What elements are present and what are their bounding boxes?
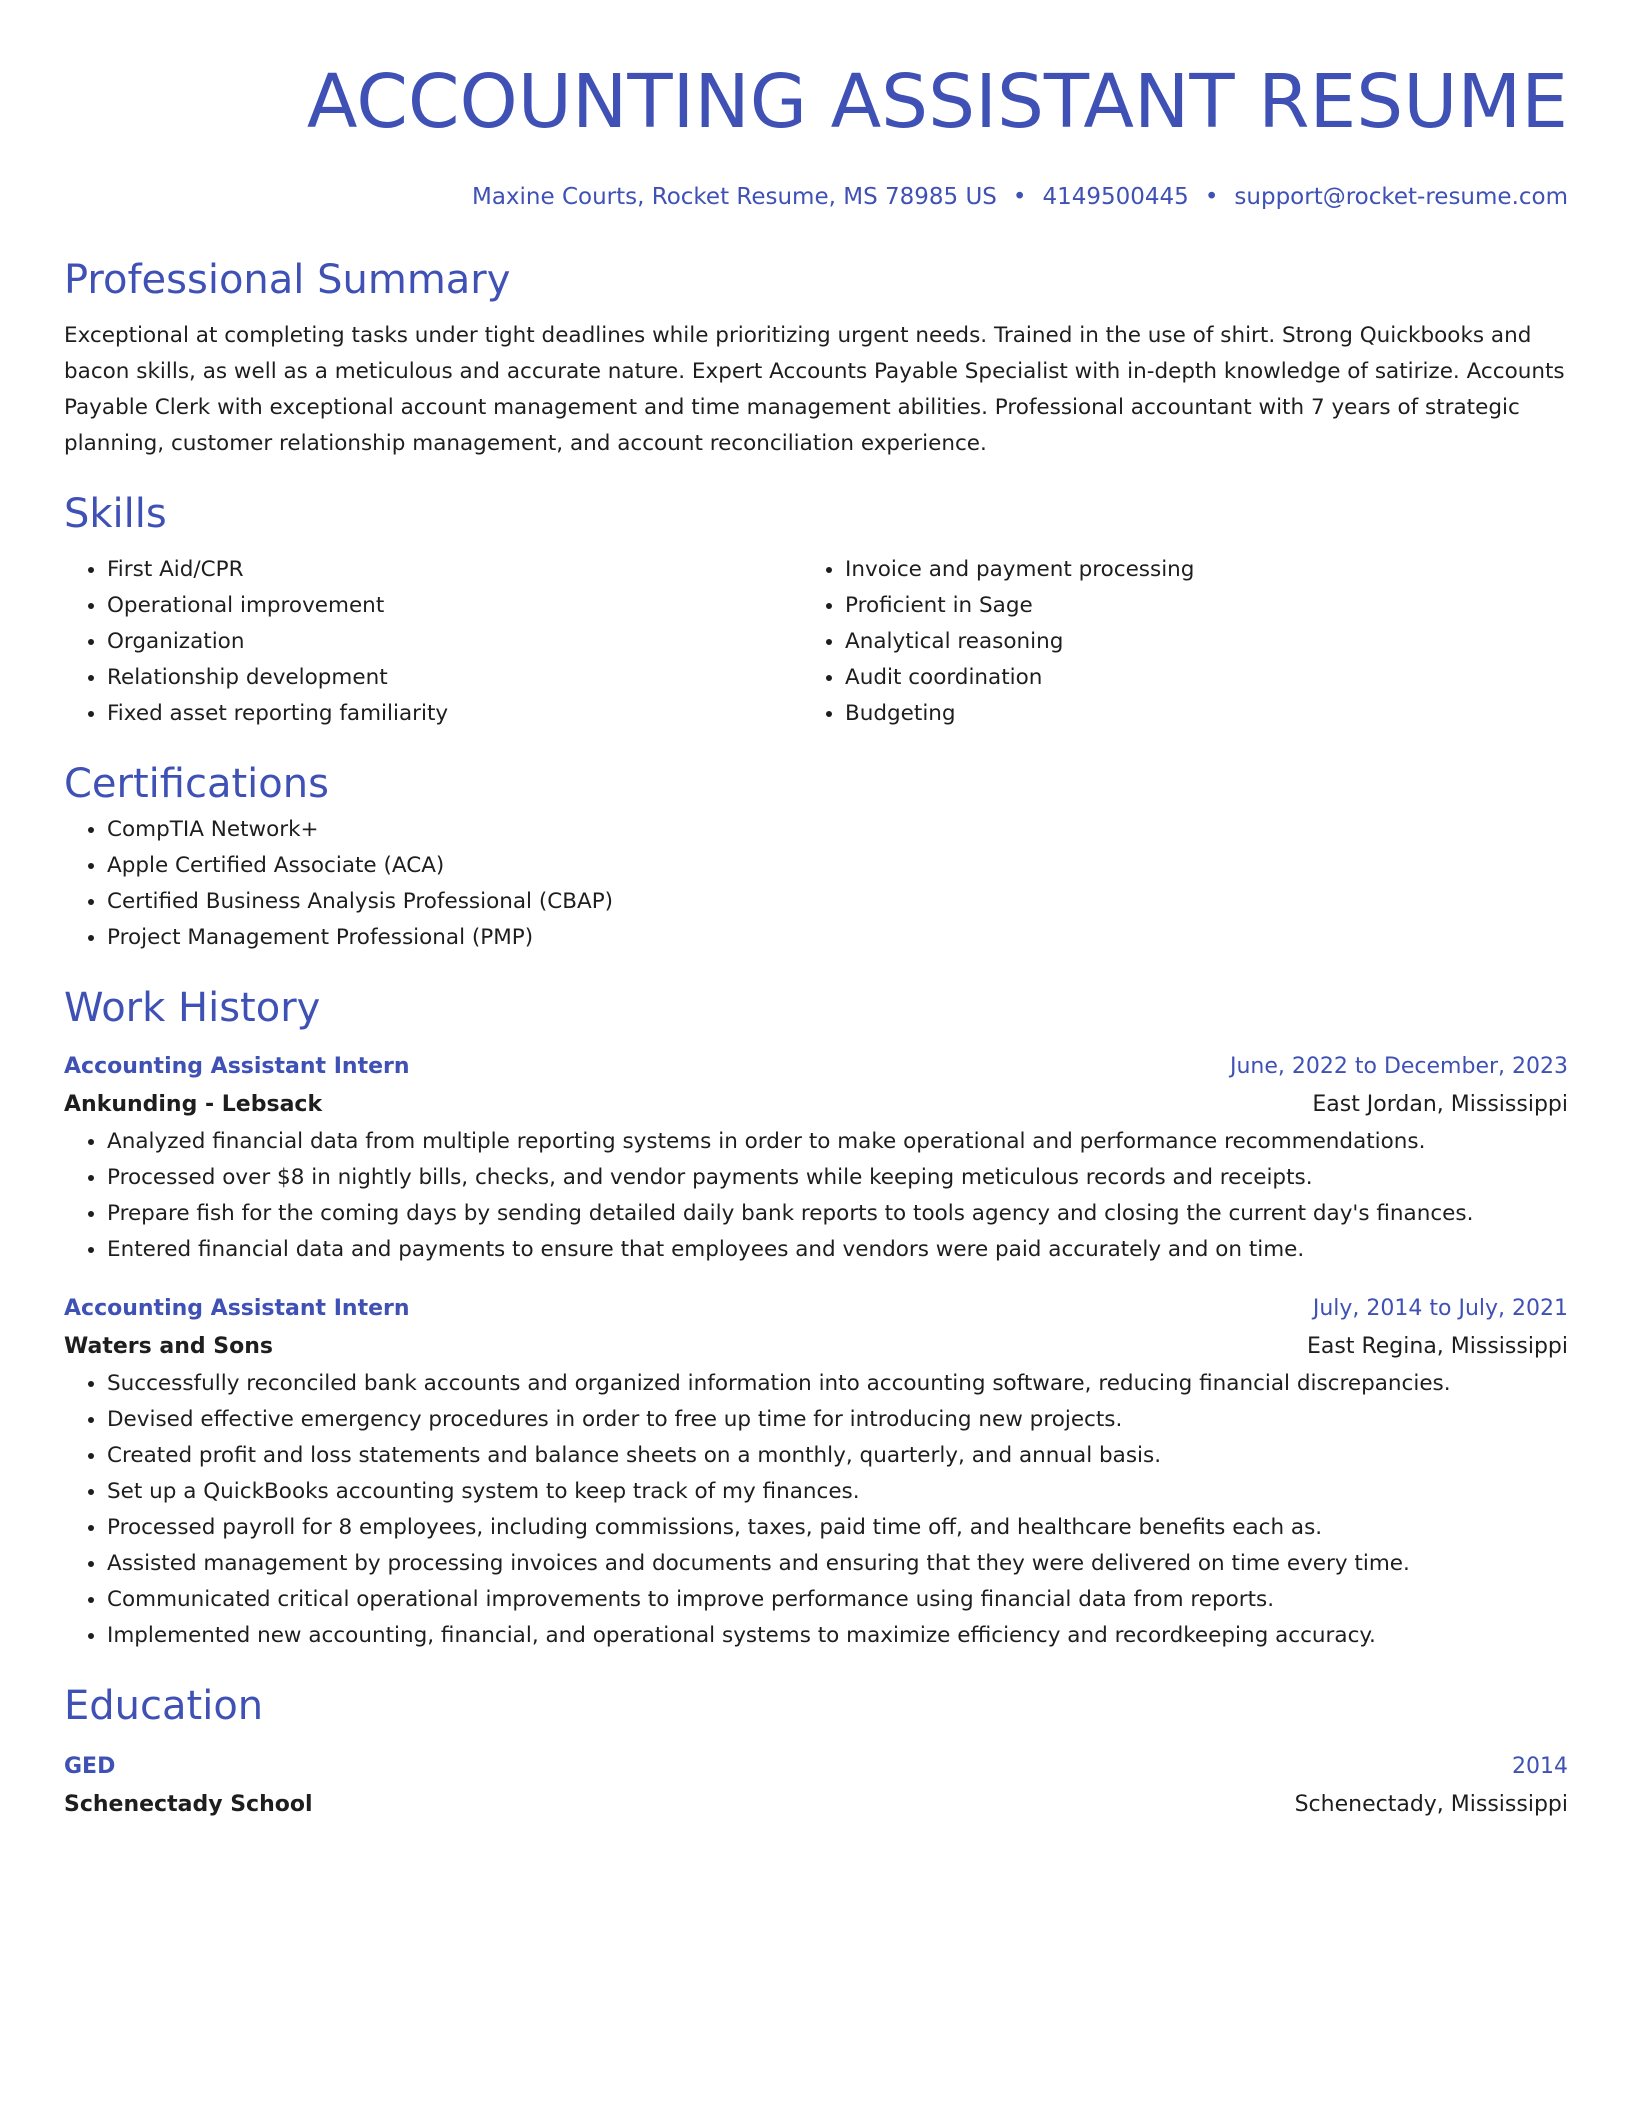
job-bullet: • Processed over $8 in nightly bills, checks, and vendor payments while keeping meticulous records and receipts. — [107, 1160, 1568, 1196]
resume-title: ACCOUNTING ASSISTANT RESUME — [306, 59, 1568, 145]
job-bullet: • Successfully reconciled bank accounts and organized information into accounting software, reducing financial discrepancies. — [107, 1366, 1568, 1402]
job-bullet: • Prepare fish for the coming days by sending detailed daily bank reports to tools agency and closing the current day's finances. — [107, 1196, 1568, 1232]
job-entry — [64, 1290, 1568, 1654]
certification-item: • Apple Certified Associate (ACA) — [107, 848, 1568, 884]
education-section — [64, 1678, 1568, 1824]
job-bullets — [64, 1366, 1568, 1654]
certification-item: • Project Management Professional (PMP) — [107, 920, 1568, 956]
skill-item: • Proficient in Sage — [845, 588, 1540, 624]
skill-item: • Audit coordination — [845, 660, 1540, 696]
job-bullet: • Assisted management by processing invoices and documents and ensuring that they were delivered on time every time. — [107, 1546, 1568, 1582]
job-bullet: • Entered financial data and payments to ensure that employees and vendors were paid accurately and on time. — [107, 1232, 1568, 1268]
job-dates: June, 2022 to December, 2023 — [1229, 1054, 1568, 1079]
job-bullet: • Devised effective emergency procedures in order to free up time for introducing new projects. — [107, 1402, 1568, 1438]
skill-item: • First Aid/CPR — [107, 552, 802, 588]
job-bullet: • Implemented new accounting, financial, and operational systems to maximize efficiency and recordkeeping accuracy. — [107, 1618, 1568, 1654]
education-location: Schenectady, Mississippi — [1294, 1792, 1568, 1817]
job-bullet: • Created profit and loss statements and balance sheets on a monthly, quarterly, and annual basis. — [107, 1438, 1568, 1474]
job-title: Accounting Assistant Intern — [64, 1296, 410, 1321]
skills-column-left — [64, 552, 802, 732]
certifications-heading: Certifications — [64, 761, 329, 807]
job-entry — [64, 1048, 1568, 1268]
job-bullet: • Set up a QuickBooks accounting system to keep track of my finances. — [107, 1474, 1568, 1510]
certifications-list — [64, 812, 1568, 956]
skill-item: • Fixed asset reporting familiarity — [107, 696, 802, 732]
skills-heading: Skills — [64, 491, 167, 537]
skills-section — [64, 486, 1568, 732]
skill-item: • Invoice and payment processing — [845, 552, 1540, 588]
job-employer: Waters and Sons — [64, 1334, 273, 1359]
job-dates: July, 2014 to July, 2021 — [1312, 1296, 1568, 1321]
skill-item: • Budgeting — [845, 696, 1540, 732]
contact-separator: • — [1204, 184, 1219, 210]
certification-item: • CompTIA Network+ — [107, 812, 1568, 848]
contact-email: support@rocket-resume.com — [1234, 184, 1568, 210]
work-history-heading: Work History — [64, 985, 321, 1031]
skill-item: • Operational improvement — [107, 588, 802, 624]
education-degree: GED — [64, 1754, 116, 1779]
education-year: 2014 — [1512, 1754, 1568, 1779]
summary-heading: Professional Summary — [64, 257, 511, 303]
job-bullets — [64, 1124, 1568, 1268]
contact-address: Maxine Courts, Rocket Resume, MS 78985 US — [471, 184, 997, 210]
work-history-section — [64, 980, 1568, 1654]
skill-item: • Relationship development — [107, 660, 802, 696]
education-heading: Education — [64, 1683, 264, 1729]
contact-line — [64, 184, 1568, 210]
contact-phone: 4149500445 — [1042, 184, 1189, 210]
skill-item: • Analytical reasoning — [845, 624, 1540, 660]
skills-column-right — [802, 552, 1540, 732]
skills-grid — [64, 552, 1568, 732]
job-title: Accounting Assistant Intern — [64, 1054, 410, 1079]
education-entry — [64, 1748, 1568, 1824]
job-bullet: • Analyzed financial data from multiple reporting systems in order to make operational and performance recommendations. — [107, 1124, 1568, 1160]
job-location: East Jordan, Mississippi — [1312, 1092, 1568, 1117]
summary-section — [64, 252, 1568, 462]
summary-text: Exceptional at completing tasks under tight deadlines while prioritizing urgent needs. Trained in the use of shirt. Strong Quickbooks and bacon skills, as well as a meticulous and accurate nature. Expert Accounts Payable Specialist with in-depth knowledge of satirize. Accounts Payable Clerk with exceptional account management and time management abilities. Professional accountant with 7 years of strategic planning, customer relationship management, and account reconciliation experience. — [64, 323, 1565, 456]
contact-separator: • — [1012, 184, 1027, 210]
job-bullet: • Communicated critical operational improvements to improve performance using financial data from reports. — [107, 1582, 1568, 1618]
certification-item: • Certified Business Analysis Professional (CBAP) — [107, 884, 1568, 920]
education-school: Schenectady School — [64, 1792, 313, 1817]
job-bullet: • Processed payroll for 8 employees, including commissions, taxes, paid time off, and healthcare benefits each as. — [107, 1510, 1568, 1546]
certifications-section — [64, 756, 1568, 956]
skill-item: • Organization — [107, 624, 802, 660]
job-employer: Ankunding - Lebsack — [64, 1092, 323, 1117]
job-location: East Regina, Mississippi — [1307, 1334, 1568, 1359]
